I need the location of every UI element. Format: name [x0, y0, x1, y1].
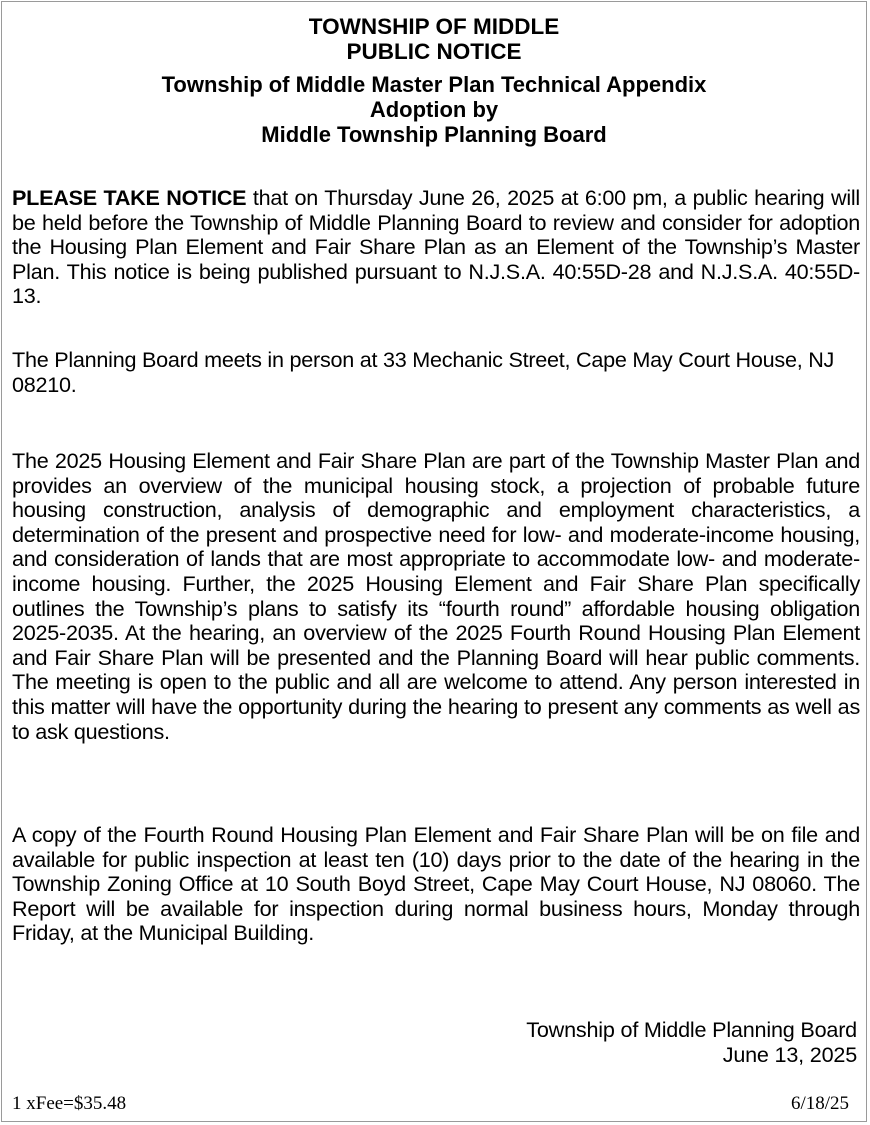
notice-header	[2, 14, 866, 64]
public-notice	[1, 1, 867, 1122]
notice-subtitle	[2, 72, 866, 147]
township-name: TOWNSHIP OF MIDDLE	[308, 14, 560, 39]
signature-name: Township of Middle Planning Board	[526, 1017, 857, 1042]
signature-block	[526, 1017, 857, 1067]
publication-date: 6/18/25	[790, 1093, 849, 1114]
fee-label: 1 xFee=$35.48	[12, 1093, 127, 1114]
subtitle-line-1: Township of Middle Master Plan Technical Appendix	[161, 72, 707, 97]
notice-type: PUBLIC NOTICE	[346, 39, 522, 64]
signature-date: June 13, 2025	[722, 1042, 857, 1067]
subtitle-line-3: Middle Township Planning Board	[261, 122, 607, 147]
notice-paragraph-2: The Planning Board meets in person at 33 Mechanic Street, Cape May Court House, NJ 08210.	[12, 347, 835, 397]
notice-lead: PLEASE TAKE NOTICE	[12, 185, 247, 210]
notice-paragraph-3: The 2025 Housing Element and Fair Share Plan are part of the Township Master Plan and provides an overview of the municipal housing stock, a projection of probable future housing construction, analysis of demographic and employment characteristics, a determination of the present and prospective need for low- and moderate-income housing, and consideration of lands that are most appropriate to accommodate low- and moderate-income housing. Further, the 2025 Housing Element and Fair Share Plan specifically outlines the Township’s plans to satisfy its “fourth round” affordable housing obligation 2025-2035. At the hearing, an overview of the 2025 Fourth Round Housing Plan Element and Fair Share Plan will be presented and the Planning Board will hear public comments. The meeting is open to the public and all are welcome to attend. Any person interested in this matter will have the opportunity during the hearing to present any comments as well as to ask questions.	[12, 448, 860, 744]
subtitle-line-2: Adoption by	[369, 97, 499, 122]
notice-paragraph-4: A copy of the Fourth Round Housing Plan Element and Fair Share Plan will be on file and available for public inspection at least ten (10) days prior to the date of the hearing in the Township Zoning Office at 10 South Boyd Street, Cape May Court House, NJ 08060. The Report will be available for inspection during normal business hours, Monday through Friday, at the Municipal Building.	[12, 822, 860, 946]
notice-paragraph-1-text: that on Thursday June 26, 2025 at 6:00 pm, a public hearing will be held before the Township of Middle Planning Board to review and consider for adoption the Housing Plan Element and Fair Share Plan as an Element of the Township’s Master Plan. This notice is being published pursuant to N.J.S.A. 40:55D-28 and N.J.S.A. 40:55D-13.	[12, 185, 860, 309]
notice-paragraph-1	[12, 186, 860, 309]
